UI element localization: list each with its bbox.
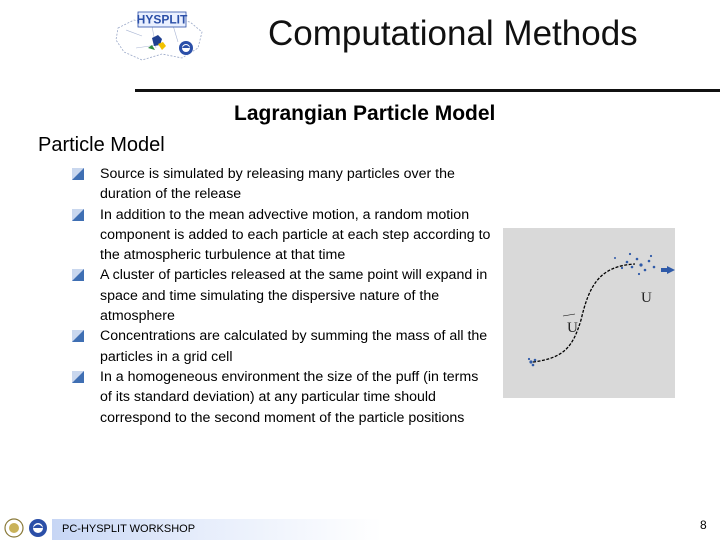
velocity-label-upper: U [641,290,652,306]
logo-text: HYSPLIT [136,12,188,27]
title-divider [135,89,720,92]
bullet-item [72,164,492,205]
page-number: 8 [700,518,707,532]
bullet-item [72,265,492,326]
bullet-icon [72,168,84,180]
bullet-item [72,205,492,266]
slide-title: Computational Methods [268,14,638,53]
bullet-icon [72,269,84,281]
bullet-text: In a homogeneous environment the size of the puff (in terms of its standard deviation) at any particular time should correspond to the second moment of the particle positions [100,368,479,426]
hysplit-logo [112,8,208,66]
bullet-icon [72,371,84,383]
bullet-list [72,164,492,428]
particle-trajectory-figure [503,228,675,398]
bullet-item [72,367,492,428]
velocity-label-lower: U [567,320,578,336]
slide-subtitle: Lagrangian Particle Model [234,102,496,125]
bullet-text: A cluster of particles released at the same point will expand in space and time simulating the dispersive nature of the atmosphere [100,267,488,325]
bullet-text: Source is simulated by releasing many particles over the duration of the release [100,166,455,203]
bullet-icon [72,330,84,342]
bullet-icon [72,209,84,221]
footer-text: PC-HYSPLIT WORKSHOP [62,523,196,535]
agency-emblems [0,516,52,540]
bullet-text: Concentrations are calculated by summing the mass of all the particles in a grid cell [100,328,488,365]
section-heading: Particle Model [38,134,165,156]
bullet-item [72,326,492,367]
bullet-text: In addition to the mean advective motion, a random motion component is added to each particle at each step according to the atmospheric turbulence at that time [100,206,491,264]
